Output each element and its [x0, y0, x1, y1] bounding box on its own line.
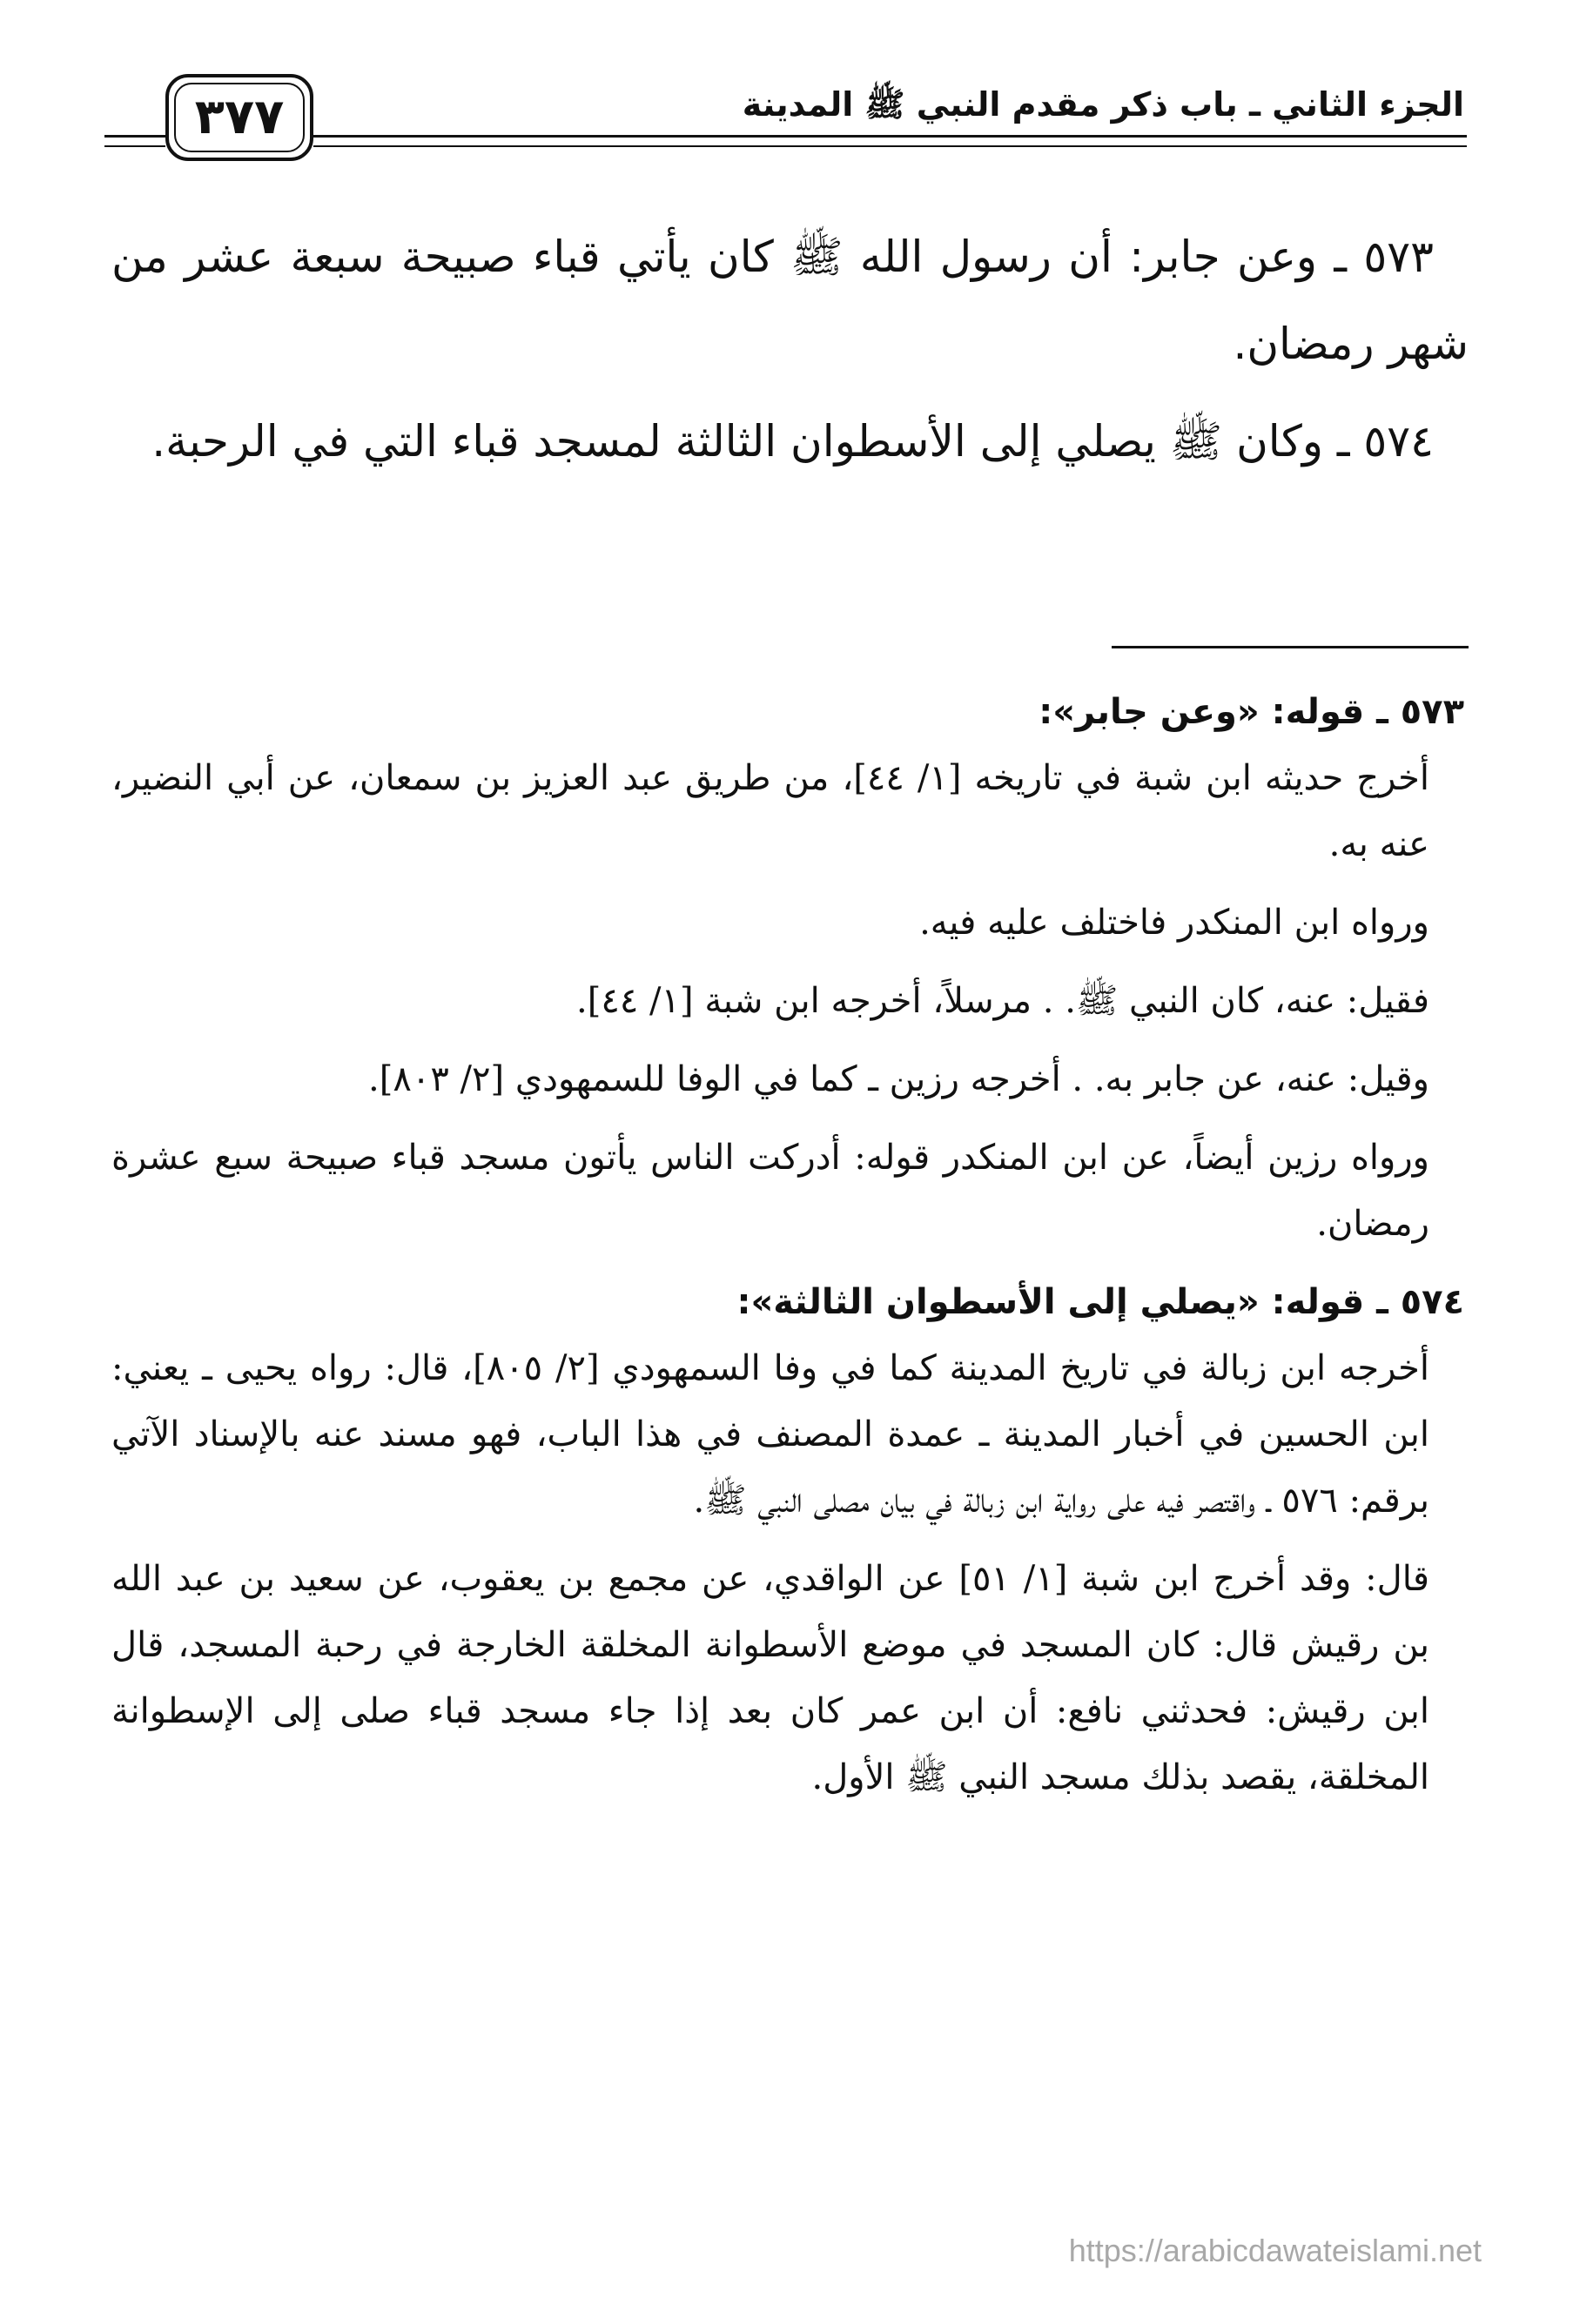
note-573-paragraph: وقيل: عنه، عن جابر به. . أخرجه رزين ـ كما في الوفا للسمهودي [٢/ ٨٠٣]. — [368, 1059, 1429, 1099]
hadith-574: ٥٧٤ ـ وكان ﷺ يصلي إلى الأسطوان الثالثة لمسجد قباء التي في الرحبة. — [151, 416, 1434, 467]
footnote-separator — [1112, 646, 1469, 648]
header-rule — [313, 145, 1467, 147]
main-text — [111, 213, 1469, 495]
header-rule — [313, 135, 1467, 138]
note-573-paragraph: ورواه ابن المنكدر فاختلف عليه فيه. — [919, 903, 1429, 943]
page-number: ٣٧٧ — [194, 89, 285, 145]
running-title: الجزء الثاني ـ باب ذكر مقدم النبي ﷺ المدينة — [742, 85, 1464, 124]
note-573-paragraph: أخرج حديثه ابن شبة في تاريخه [١/ ٤٤]، من طريق عبد العزيز بن سمعان، عن أبي النضير، عنه به. — [111, 758, 1430, 864]
header-rule — [104, 145, 165, 147]
note-574-heading: ٥٧٤ ـ قوله: «يصلي إلى الأسطوان الثالثة»: — [736, 1282, 1464, 1322]
watermark-url: https://arabicdawateislami.net — [1068, 2233, 1482, 2268]
commentary — [111, 679, 1464, 1823]
page-number-frame — [165, 74, 313, 161]
note-573-heading: ٥٧٣ ـ قوله: «وعن جابر»: — [1039, 692, 1464, 732]
note-574-paragraph: أخرجه ابن زبالة في تاريخ المدينة كما في وفا السمهودي [٢/ ٨٠٥]، قال: رواه يحيى ـ يعني: ابن الحسين في أخبار المدينة ـ عمدة المصنف في هذا الباب، فهو مسند عنه بالإسناد الآتي برقم: ٥٧٦ ـ واقتصر فيه على رواية ابن زبالة في بيان مصلى النبي ﷺ. — [111, 1348, 1429, 1521]
note-573-paragraph: فقيل: عنه، كان النبي ﷺ. . مرسلاً، أخرجه ابن شبة [١/ ٤٤]. — [576, 981, 1429, 1021]
header-rule — [104, 135, 165, 138]
note-573-paragraph: ورواه رزين أيضاً، عن ابن المنكدر قوله: أدركت الناس يأتون مسجد قباء صبيحة سبع عشرة رمضان. — [111, 1138, 1429, 1244]
note-574-paragraph: قال: وقد أخرج ابن شبة [١/ ٥١] عن الواقدي، عن مجمع بن يعقوب، عن سعيد بن عبد الله بن رقيش قال: كان المسجد في موضع الأسطوانة المخلقة الخارجة في رحبة المسجد، قال ابن رقيش: فحدثني نافع: أن ابن عمر كان بعد إذا جاء مسجد قباء صلى إلى الإسطوانة المخلقة، يقصد بذلك مسجد النبي ﷺ الأول. — [111, 1559, 1429, 1797]
hadith-573: ٥٧٣ ـ وعن جابر: أن رسول الله ﷺ كان يأتي قباء صبيحة سبعة عشر من شهر رمضان. — [111, 232, 1469, 369]
